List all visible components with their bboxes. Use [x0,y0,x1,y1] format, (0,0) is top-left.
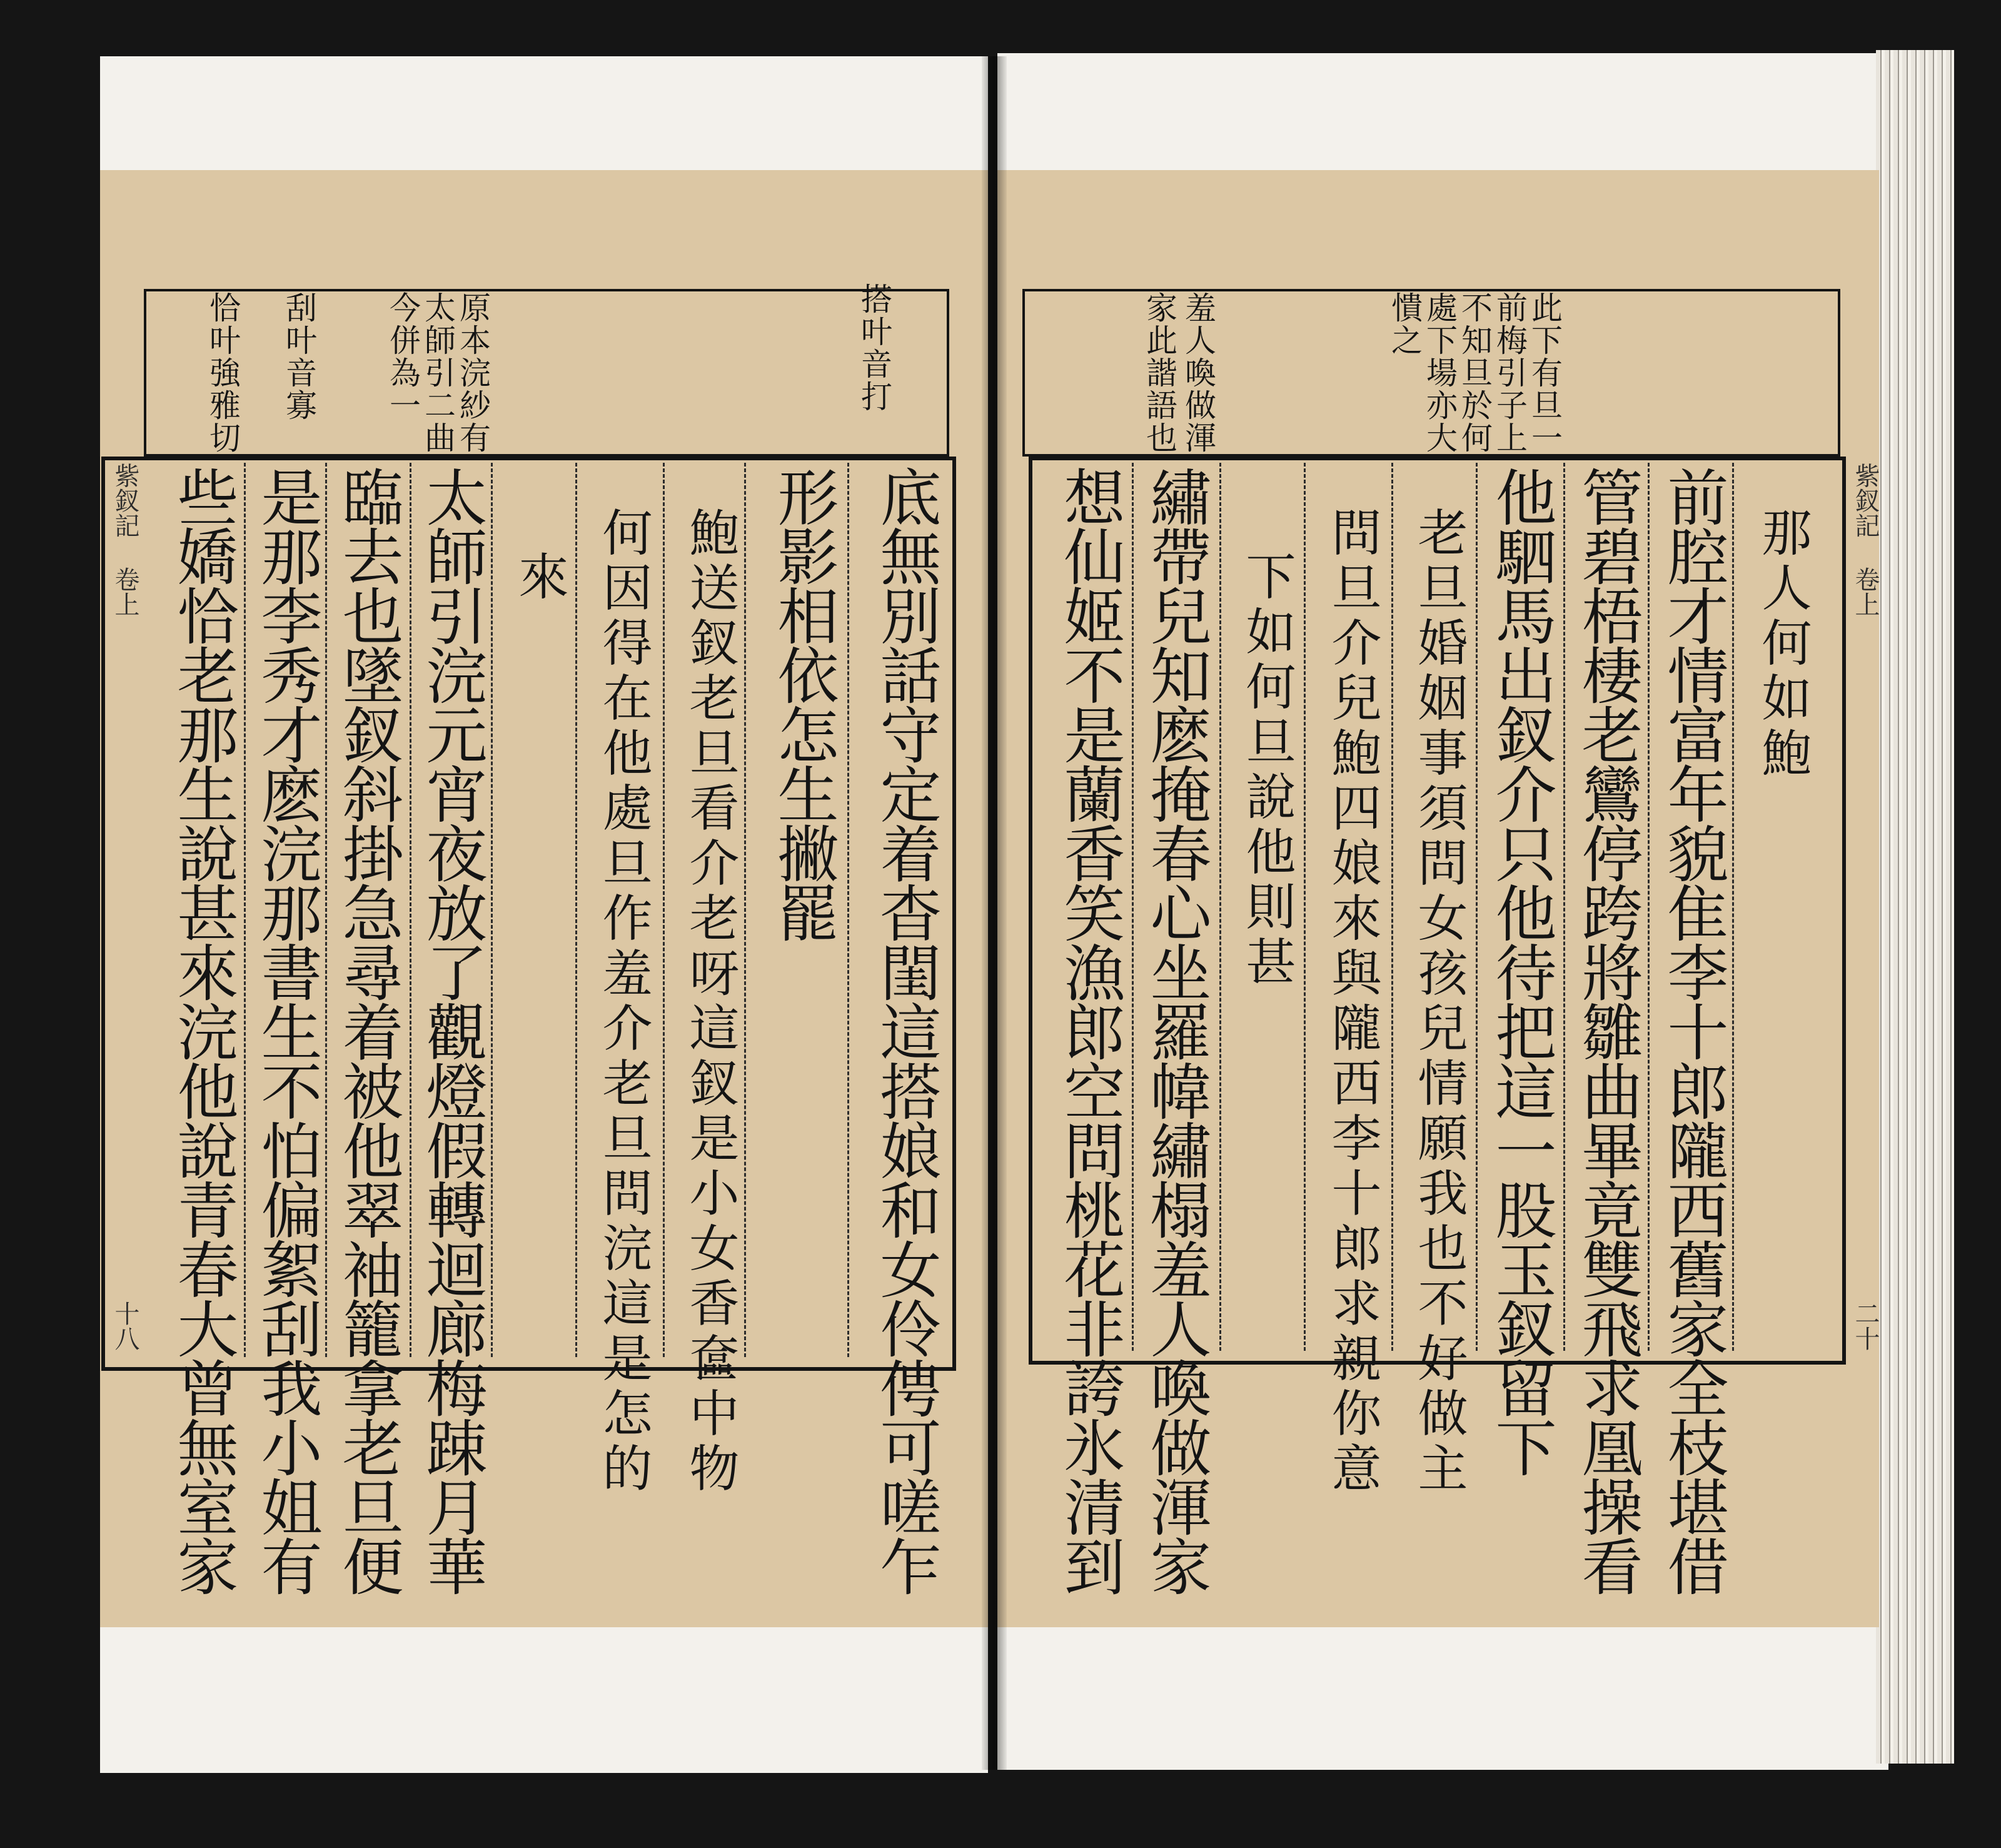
left-note-b-5: 恰叶強雅切 [204,291,241,454]
left-col-5: 來 [510,550,568,605]
left-col-8: 是那李秀才麽浣那書生不怕偏絮刮我小姐有 [251,466,322,1595]
right-col-2: 前腔才情富年貌隹李十郎隴西舊家全枝堪借 [1657,466,1728,1595]
left-fold-number: 十八 [111,1301,139,1351]
right-col-7: 下如何旦說他則甚 [1237,550,1296,991]
right-note-a-3: 不知旦於何 [1456,291,1493,454]
right-col-9: 想仙姬不是蘭香笑漁郎空問桃花非誇氷清到 [1054,466,1125,1595]
left-col-2: 形影相依怎生撇罷 [767,466,839,941]
left-col-6: 太師引浣元宵夜放了觀燈假轉迴廊梅踈月華 [416,466,487,1595]
left-note-b-1: 原本浣紗有 [455,291,491,454]
right-col-5: 老旦婚姻事須問女孩兒情願我也不好做主 [1409,507,1468,1497]
right-col-8: 繡帶兒知麽掩春心坐羅幃繡榻羞人喚做渾家 [1140,466,1211,1595]
right-col-1: 那人何如鮑 [1753,507,1812,782]
right-col-6: 問旦介兒鮑四娘來與隴西李十郎求親你意 [1323,507,1381,1497]
left-fold-mark: 紫釵記 卷上 [111,463,139,617]
left-col-1: 底無別話守定着杳閨這搭娘和女伶俜可嗟乍 [870,466,941,1595]
page-stack-edge [1876,50,1954,1764]
right-note-a-5: 憒之 [1386,291,1423,356]
right-fold-mark: 紫釵記 卷上 [1851,463,1880,617]
right-fold-number: 二十 [1851,1301,1880,1351]
right-note-a-4: 處下場亦大 [1421,291,1458,454]
left-note-b-4: 刮叶音寡 [281,291,317,422]
right-note-a-1: 此下有旦一 [1526,291,1563,454]
left-col-4: 何因得在他處旦作羞介老旦問浣這是怎的 [594,507,652,1497]
left-note-b-3: 今併為一 [385,291,421,422]
left-note-a-1: 搭叶音打 [856,283,892,413]
left-col-7: 臨去也墜釵斜掛急尋着被他翠袖籠拿老旦便 [332,466,403,1595]
right-col-4: 他駟馬出釵介只他待把這一股玉釵留下 [1485,466,1556,1476]
right-note-a-2: 前梅引子上 [1491,291,1528,454]
left-upper-note-box [144,289,949,457]
right-note-b-2: 家此諧語也 [1141,291,1177,454]
left-col-3: 鮑送釵老旦看介老呀這釵是小女香奩中物 [681,507,739,1497]
right-note-b-1: 羞人喚做渾 [1180,291,1216,454]
right-col-3: 管碧梧棲老鸞停跨將雛曲畢竟雙飛求凰操看 [1571,466,1643,1595]
gutter-shadow [982,56,1007,1770]
left-note-b-2: 太師引二曲 [420,291,456,454]
left-col-9: 些嬌恰老那生說甚來浣他說青春大曾無室家 [167,466,238,1595]
